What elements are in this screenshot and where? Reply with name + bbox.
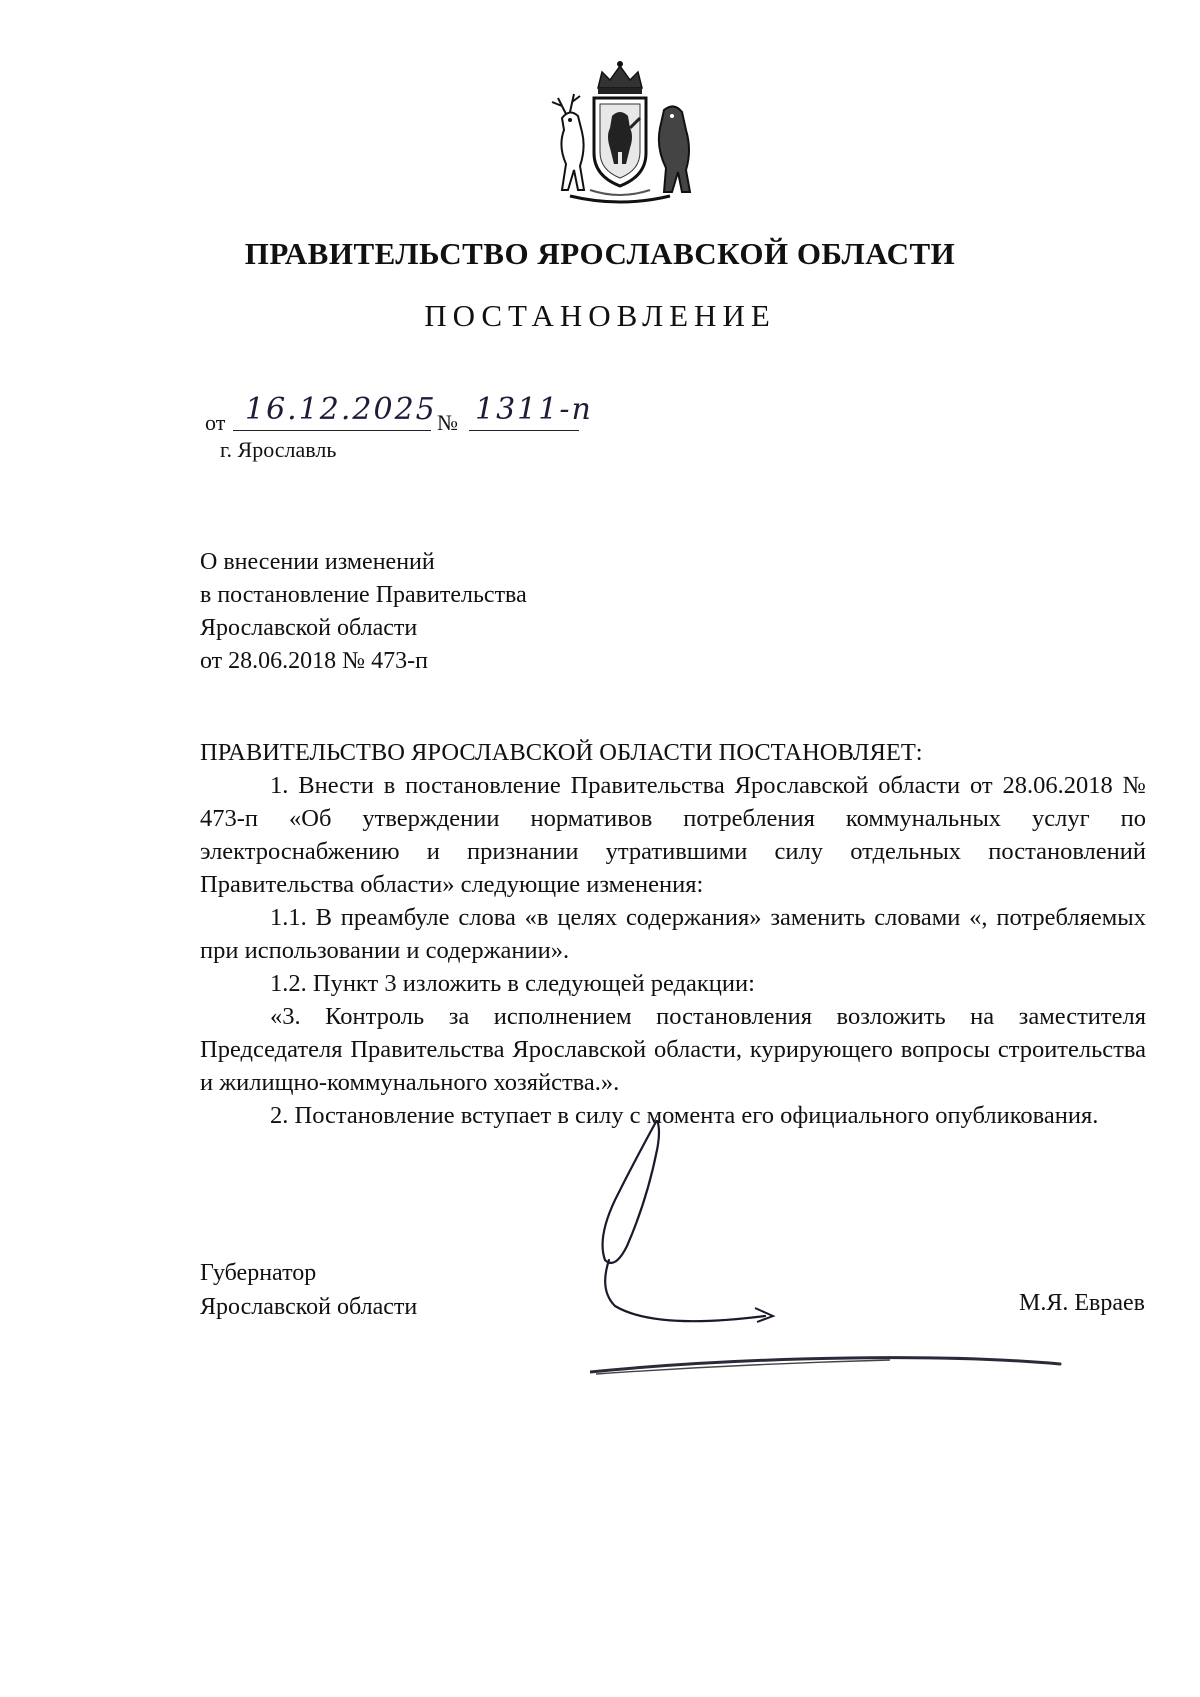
number-field [469,392,593,431]
document-type-title: ПОСТАНОВЛЕНИЕ [424,298,776,333]
body-paragraph: 2. Постановление вступает в силу с момента его официального опубликования. [270,1102,1099,1129]
signatory-name: М.Я. Евраев [1019,1290,1145,1316]
date-prefix: от [205,410,226,435]
signatory-role-line: Губернатор [200,1260,317,1286]
signature-underline-stroke [590,1350,1070,1380]
government-title: ПРАВИТЕЛЬСТВО ЯРОСЛАВСКОЙ ОБЛАСТИ [244,236,956,271]
document-subject [200,546,527,678]
coat-of-arms-emblem [540,58,700,208]
body-paragraph: 1. Внести в постановление Правительства Ярославской области от 28.06.2018 № 473-п «Об утверждении нормативов потребления коммунальных услуг по электроснабжению и признании утратившими силу отдельных постановлений Правительства области» следующие изменения: [200,772,1146,898]
subject-line: от 28.06.2018 № 473-п [200,648,428,674]
handwritten-number: 1311-п [475,392,593,427]
body-paragraph: 1.2. Пункт 3 изложить в следующей редакции: [270,970,755,997]
body-paragraph: «3. Контроль за исполнением постановления возложить на заместителя Председателя Правительства Ярославской области, курирующего вопросы строительства и жилищно-коммунального хозяйства.». [200,1003,1146,1096]
handwritten-date: 16.12.2025 [245,392,437,427]
number-prefix: № [437,410,458,435]
date-field [233,392,437,431]
subject-line: Ярославской области [200,615,418,641]
resolution-preamble: ПРАВИТЕЛЬСТВО ЯРОСЛАВСКОЙ ОБЛАСТИ ПОСТАНОВЛЯЕТ: [200,739,923,766]
city-label: г. Ярославль [220,437,337,462]
subject-line: О внесении изменений [200,549,435,575]
signatory-role-line: Ярославской области [200,1294,418,1320]
registration-line [205,392,625,438]
signatory-role [200,1256,417,1324]
document-body [200,736,1146,1132]
handwritten-signature [575,1120,845,1330]
subject-line: в постановление Правительства [200,582,527,608]
body-paragraph: 1.1. В преамбуле слова «в целях содержания» заменить словами «, потребляемых при использовании и содержании». [200,904,1146,964]
